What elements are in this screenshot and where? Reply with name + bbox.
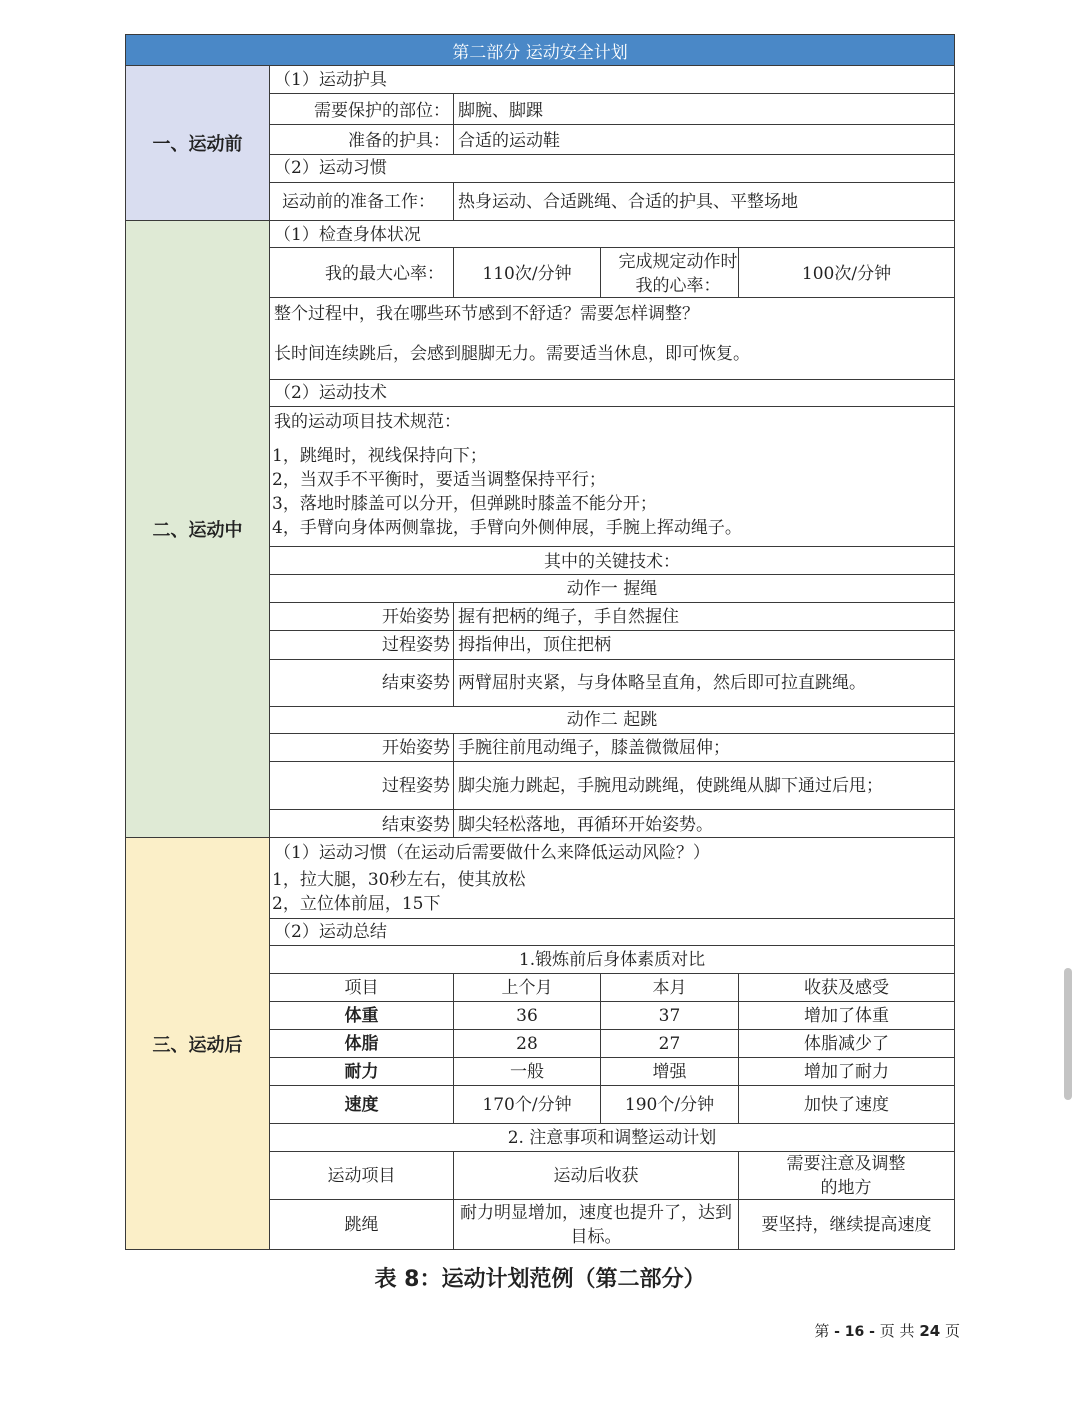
summary-title: （2）运动总结 — [274, 922, 387, 942]
table-title: 第二部分 运动安全计划 — [452, 42, 628, 63]
gear-title: （1）运动护具 — [274, 70, 387, 90]
compare-item: 体重 — [344, 1006, 379, 1026]
spec-item: 4，手臂向身体两侧靠拢，手臂向外侧伸展，手腕上挥动绳子。 — [272, 518, 742, 538]
table-caption: 表 8：运动计划范例（第二部分） — [374, 1267, 706, 1292]
compare-this: 增强 — [652, 1062, 687, 1082]
parts-label: 需要保护的部位： — [314, 101, 450, 121]
compare-feeling: 增加了耐力 — [804, 1062, 889, 1082]
parts-value: 脚腕、脚踝 — [458, 101, 543, 121]
action1-start-label: 开始姿势 — [382, 607, 450, 627]
action1-end-value: 两臂屈肘夹紧，与身体略呈直角，然后即可拉直跳绳。 — [458, 673, 866, 693]
action1-process-value: 拇指伸出，顶住把柄 — [458, 635, 611, 655]
prep-label: 运动前的准备工作： — [282, 192, 435, 212]
notes-item: 跳绳 — [344, 1215, 379, 1235]
spec-title: 我的运动项目技术规范： — [274, 412, 461, 432]
page-middle: 页 共 — [879, 1322, 915, 1340]
compare-feeling: 加快了速度 — [804, 1095, 889, 1115]
action2-end-label: 结束姿势 — [382, 815, 450, 835]
page-number — [780, 1320, 960, 1341]
spec-item: 2，当双手不平衡时，要适当调整保持平行； — [272, 470, 606, 490]
compare-last: 36 — [516, 1006, 538, 1026]
action2-start-label: 开始姿势 — [382, 738, 450, 758]
gear-label: 准备的护具： — [348, 131, 450, 151]
compare-this: 37 — [658, 1006, 681, 1026]
discomfort-answer: 长时间连续跳后，会感到腿脚无力。需要适当休息，即可恢复。 — [274, 344, 750, 364]
section-before-label: 一、运动前 — [152, 134, 243, 155]
compare-title: 1.锻炼前后身体素质对比 — [518, 950, 706, 970]
key-title: 其中的关键技术： — [544, 552, 680, 572]
action1-title: 动作一 握绳 — [566, 579, 658, 599]
action1-end-label: 结束姿势 — [382, 673, 450, 693]
scrollbar-thumb[interactable] — [1064, 968, 1072, 1100]
prep-value: 热身运动、合适跳绳、合适的护具、平整场地 — [458, 192, 798, 212]
action2-process-value: 脚尖施力跳起，手腕甩动跳绳，使跳绳从脚下通过后甩； — [458, 776, 883, 796]
compare-this: 190个/分钟 — [624, 1095, 715, 1115]
action2-start-value: 手腕往前甩动绳子，膝盖微微屈伸； — [458, 738, 730, 758]
tech-title: （2）运动技术 — [274, 383, 387, 403]
compare-feeling: 增加了体重 — [804, 1006, 889, 1026]
compare-header: 本月 — [652, 978, 687, 998]
compare-item: 体脂 — [344, 1034, 379, 1054]
compare-last: 28 — [516, 1034, 538, 1054]
action1-start-value: 握有把柄的绳子，手自然握住 — [458, 607, 679, 627]
discomfort-question: 整个过程中，我在哪些环节感到不舒适？需要怎样调整？ — [274, 304, 699, 324]
habit-title: （2）运动习惯 — [274, 158, 387, 178]
action2-title: 动作二 起跳 — [566, 710, 658, 730]
compare-header: 项目 — [344, 978, 379, 998]
after-habit-title: （1）运动习惯（在运动后需要做什么来降低运动风险？） — [274, 843, 710, 863]
compare-this: 27 — [658, 1034, 681, 1054]
spec-item: 3，落地时膝盖可以分开，但弹跳时膝盖不能分开； — [272, 494, 657, 514]
compare-last: 170个/分钟 — [482, 1095, 572, 1115]
compare-header: 上个月 — [501, 978, 553, 998]
notes-adjust: 要坚持，继续提高速度 — [761, 1215, 932, 1235]
task-hr-value: 100次/分钟 — [801, 264, 892, 284]
compare-feeling: 体脂减少了 — [804, 1034, 889, 1054]
page-prefix: 第 — [814, 1322, 830, 1340]
compare-last: 一般 — [510, 1062, 544, 1082]
after-habit-item: 2，立位体前屈，15下 — [272, 894, 441, 914]
page-total: 24 — [919, 1322, 941, 1340]
page-current: - 16 - — [834, 1324, 875, 1340]
page-suffix: 页 — [944, 1322, 960, 1340]
action1-process-label: 过程姿势 — [382, 635, 450, 655]
check-title: （1）检查身体状况 — [274, 225, 421, 245]
compare-item: 速度 — [344, 1095, 379, 1115]
compare-item: 耐力 — [344, 1062, 379, 1082]
action2-end-value: 脚尖轻松落地，再循环开始姿势。 — [458, 815, 713, 835]
notes-header: 运动后收获 — [553, 1166, 639, 1186]
notes-header: 运动项目 — [327, 1166, 396, 1186]
action2-process-label: 过程姿势 — [382, 776, 450, 796]
section-during-label: 二、运动中 — [152, 520, 243, 541]
section-after-label: 三、运动后 — [152, 1034, 243, 1056]
max-hr-label: 我的最大心率： — [325, 264, 444, 284]
task-hr-label: 完成规定动作时我的心率： — [618, 252, 738, 296]
spec-item: 1，跳绳时，视线保持向下； — [272, 446, 487, 466]
max-hr-value: 110次/分钟 — [482, 264, 572, 284]
gear-value: 合适的运动鞋 — [458, 131, 560, 151]
compare-header: 收获及感受 — [804, 978, 889, 998]
after-habit-item: 1，拉大腿，30秒左右，使其放松 — [272, 870, 526, 890]
notes-title: 2. 注意事项和调整运动计划 — [507, 1128, 717, 1148]
notes-header: 需要注意及调整的地方 — [786, 1154, 906, 1198]
notes-gain: 耐力明显增加，速度也提升了，达到目标。 — [460, 1203, 732, 1247]
